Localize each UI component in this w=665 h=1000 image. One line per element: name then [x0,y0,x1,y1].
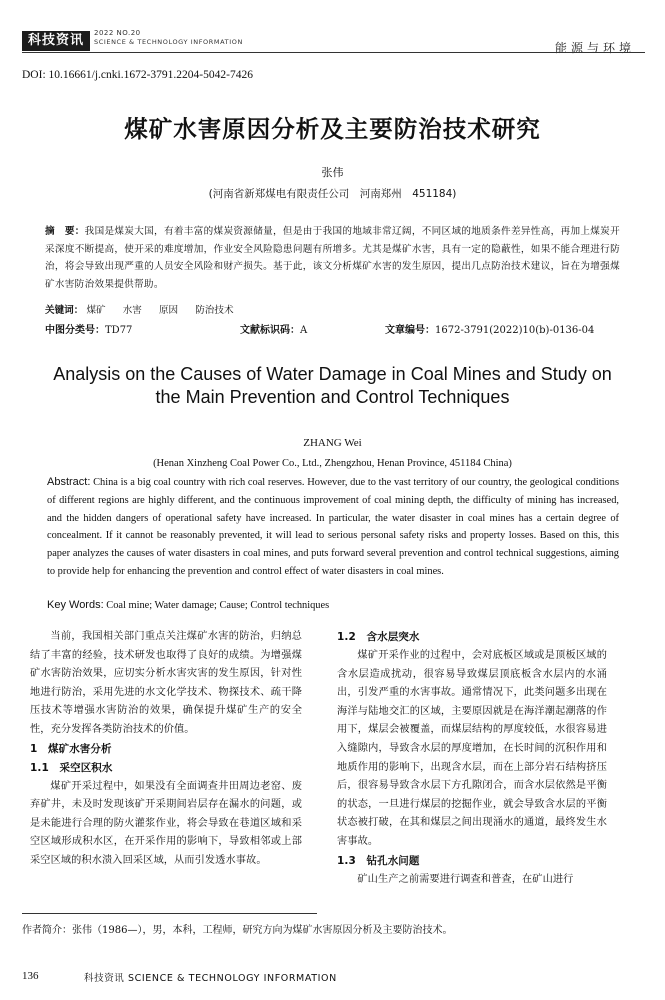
author-cn: 张伟 [321,166,344,179]
article-number [385,321,594,336]
keywords-en-text: Coal mine; Water damage; Cause; Control techniques [106,600,330,611]
title-cn: 煤矿水害原因分析及主要防治技术研究 [124,115,541,143]
abstract-en [47,474,619,581]
body-paragraph: 煤矿开采作业的过程中，会对底板区域或是顶板区域的含水层造成扰动，很容易导致煤层顶底板含水层内的水涌出，引发严重的水害事故。通常情况下，此类问题多出现在海洋与陆地交汇的区域，主要原因就是在海洋潮起潮落的作用下，煤层会被覆盖，而煤层结构的厚度较低，水很容易进入缝隙内，导致含水层的厚度增加，在长时间的沉积作用和地质作用的影响下，出现含水层，而在上部分岩石结构挤压后，很容易导致含水层下方孔隙闭合，而含水层依然是平衡的状态，一旦进行煤层的挖掘作业，就会导致含水层的平衡状态被打破，在其和煤层之间出现涌水的通道，最终发生水害事故。 [337,650,607,847]
keywords-en-label: Key Words: [47,599,104,611]
clc-label: 中图分类号： [45,325,105,336]
page-header [0,0,665,62]
abstract-en-label: Abstract: [47,476,91,488]
affiliation-cn: (河南省新郑煤电有限责任公司 河南郑州 451184) [208,188,457,200]
subsection-heading: 1.2 含水层突水 [337,631,420,643]
footnote-rule [22,913,317,914]
body-column-right [337,628,607,889]
subsection-heading: 1.3 钻孔水问题 [337,854,420,867]
abstract-cn-label: 摘 要： [45,226,85,237]
body-paragraph: 煤矿开采过程中，如果没有全面调查井田周边老窑、废弃矿井，未及时发现该矿开采期间岩层存在漏水的问题，或是未能进行合理的防火灌浆作业，将会导致在巷道区域和采空区域形成积水区，在开采作用的影响下，导致相邻或上部采空区域的积水溃入回采区域，从而引发透水事故。 [30,780,302,866]
body-paragraph: 矿山生产之前需要进行调查和普查，在矿山进行 [357,873,574,885]
section-label: 能源与环境 [554,41,635,55]
keyword-cn: 煤矿 [86,305,106,316]
doc-code-label: 文献标识码： [240,325,300,336]
keywords-en [47,599,619,611]
body-column-left [30,628,302,871]
intro-paragraph: 当前，我国相关部门重点关注煤矿水害的防治，归纳总结了丰富的经验，技术研发也取得了良好的成绩。为增强煤矿水害防治效果，应切实分析水害灾害的发生原因，针对性地进行防治，采用先进的水文化学技术、物探技术、疏干降压技术等增强水害防治的效果，确保提升煤矿生产的安全性，充分发挥各类防治技术的价值。 [30,631,302,735]
author-en: ZHANG Wei [303,437,362,449]
journal-name-en: SCIENCE & TECHNOLOGY INFORMATION [94,38,243,46]
article-no-label: 文章编号： [385,325,435,336]
journal-logo: 科技资讯 [22,31,90,51]
abstract-en-text: China is a big coal country with rich coal reserves. However, due to the vast territory of our country, the geological conditions of different regions are highly different, and the continuous improvement of coal mining depth, the difficulty of mining has increased, and the hidden dangers of operational safety have increased. In particular, the water disaster in coal mines has a certain degree of concealment. If it cannot be reasonably prevented, it will lead to serious personal safety risks and property losses. Based on this, this paper analyzes the causes of water disasters in coal mines, and puts forward several prevention and control technical suggestions, aiming to provide help for enhancing the prevention and control effect of water disasters in coal mines. [47,477,619,577]
doc-code-value: A [300,325,308,336]
keyword-cn: 防治技术 [195,305,234,316]
clc-number [45,321,132,336]
section-heading: 1 煤矿水害分析 [30,742,112,755]
affiliation-en: (Henan Xinzheng Coal Power Co., Ltd., Zhengzhou, Henan Province, 451184 China) [153,458,512,469]
keyword-cn: 水害 [122,305,142,316]
clc-value: TD77 [105,325,133,336]
doi: DOI: 10.16661/j.cnki.1672-3791.2204-5042-7426 [22,69,253,81]
keywords-cn [45,302,620,316]
subsection-heading: 1.1 采空区积水 [30,761,113,774]
abstract-cn-text: 我国是煤炭大国，有着丰富的煤炭资源储量，但是由于我国的地域非常辽阔，不同区域的地质条件差异性高，再加上煤炭开采深度不断提高，使开采的难度增加，作业安全风险隐患问题有所增多。尤其是煤矿水害，具有一定的隐蔽性，如果不能合理进行防治，将会导致出现严重的人员安全风险和财产损失。基于此，该文分析煤矿水害的发生原因，提出几点防治技术建议，旨在为增强煤矿水害防治效果提供帮助。 [45,226,620,290]
issue-number: 2022 NO.20 [94,29,141,37]
article-no-value: 1672-3791(2022)10(b)-0136-04 [435,325,595,336]
keyword-cn: 原因 [158,305,179,316]
title-en: Analysis on the Causes of Water Damage in Coal Mines and Study on the Main Prevention and Control Techniques [53,364,612,407]
document-code [240,321,307,336]
author-footnote: 作者简介：张伟（1986—），男，本科，工程师，研究方向为煤矿水害原因分析及主要防治技术。 [22,925,453,936]
footer-journal-name: 科技资讯 SCIENCE & TECHNOLOGY INFORMATION [84,973,337,984]
keywords-cn-label: 关键词： [45,305,84,316]
abstract-cn [45,223,620,293]
page-number: 136 [22,970,39,982]
header-rule [22,52,645,53]
